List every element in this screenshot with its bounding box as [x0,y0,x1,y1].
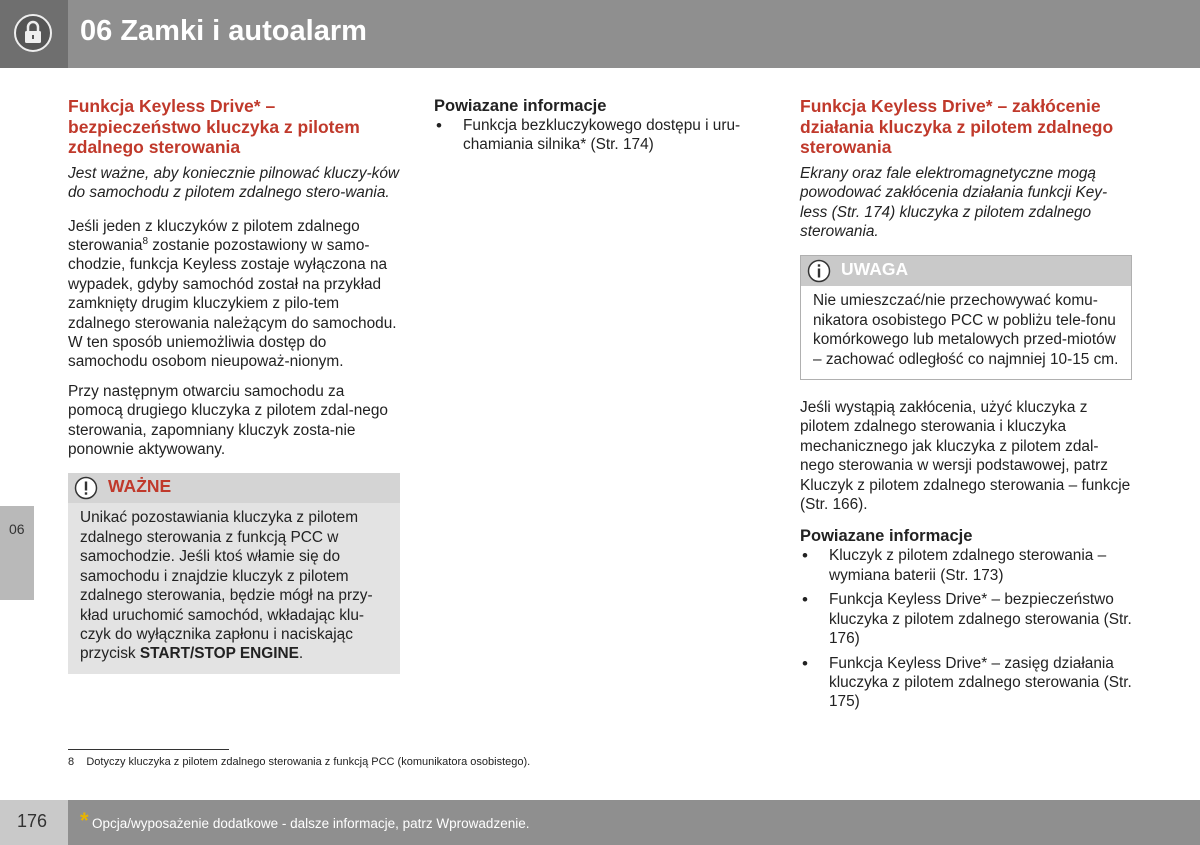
related-info-list [800,546,1132,711]
chapter-title: 06 Zamki i autoalarm [80,15,367,47]
column-left [68,96,400,674]
paragraph: Jeśli wystąpią zakłócenia, użyć kluczyka z pilotem zdalnego sterowania i kluczyka mechanicznego jak kluczyka z pilotem zdal-nego sterowania w wersji podstawowej, patrz Kluczyk z pilotem zdalnego sterowania – funkcje (Str. 166). [800,399,1131,514]
lock-icon [13,13,53,53]
warning-box-header [68,473,400,503]
section-intro: Jest ważne, aby koniecznie pilnować kluczy-ków do samochodu z pilotem zdalnego stero-wania. [68,164,400,202]
warning-text: Unikać pozostawiania kluczyka z pilotem zdalnego sterowania z funkcją PCC w samochodzie. Jeśli ktoś włamie się do samochodu i znajdzie kluczyk z pilotem zdalnego sterowania, będzie mógł na przy-kład uruchomić samochód, wkładając klu-czyk do wyłącznika zapłonu i naciskając przycisk START/STOP ENGINE. [80,509,373,663]
page-number: 176 [17,811,48,831]
info-icon [807,259,831,283]
option-star-icon: * [80,808,89,833]
footer-note: Opcja/wyposażenie dodatkowe - dalsze informacje, patrz Wprowadzenie. [92,816,530,831]
chapter-side-tab-label: 06 [9,521,25,537]
related-link[interactable]: • Kluczyk z pilotem zdalnego sterowania – wymiana baterii (Str. 173) [800,546,1132,585]
related-link[interactable]: • Funkcja Keyless Drive* – zasięg działania kluczyka z pilotem zdalnego sterowania (Str. 175) [800,654,1132,712]
footnote: 8 Dotyczy kluczyka z pilotem zdalnego sterowania z funkcją PCC (komunikatora osobistego). [68,756,531,768]
note-text: Nie umieszczać/nie przechowywać komu-nikatora osobistego PCC w pobliżu tele-fonu komórkowego lub metalowych przed-miotów – zachować odległość co najmniej 10-15 cm. [813,292,1119,368]
note-box-header [801,256,1131,286]
section-heading-interference: Funkcja Keyless Drive* – zakłócenie działania kluczyka z pilotem zdalnego sterowania [800,96,1114,158]
related-link[interactable]: • Funkcja bezkluczykowego dostępu i uru-chamiania silnika* (Str. 174) [434,116,766,155]
paragraph: Przy następnym otwarciu samochodu za pomocą drugiego kluczyka z pilotem zdal-nego sterowania, zapomniany kluczyk zosta-nie ponownie aktywowany. [68,382,388,459]
section-heading-security: Funkcja Keyless Drive* – bezpieczeństwo kluczyka z pilotem zdalnego sterowania [68,96,360,158]
related-info-heading: Powiazane informacje [800,527,973,546]
footnote-divider [68,749,229,750]
paragraph: Jeśli jeden z kluczyków z pilotem zdalnego sterowania$^8$ zostanie pozostawiony w samo-chodzie, funkcja Keyless zostaje wyłączona na wypadek, gdyby samochód został na przykład zamknięty drugim kluczykiem z pilo-tem zdalnego sterowania należącym do samochodu. W ten sposób uniemożliwia dostęp do samochodu osobom nieupoważ-nionym. [68,217,397,371]
related-info-heading: Powiazane informacje [434,97,607,115]
exclamation-icon [74,476,98,500]
column-right [800,96,1132,717]
warning-box [68,473,400,673]
header-icon-block [0,0,68,68]
footnote-ref[interactable]: 8 [142,235,148,247]
note-box [800,255,1132,380]
related-info-list [434,116,766,155]
column-middle [434,96,766,160]
section-intro: Ekrany oraz fale elektromagnetyczne mogą powodować zakłócenia działania funkcji Key-less (Str. 174) kluczyka z pilotem zdalnego sterowania. [800,164,1108,240]
warning-title: WAŻNE [108,476,172,497]
related-link[interactable]: • Funkcja Keyless Drive* – bezpieczeństwo kluczyka z pilotem zdalnego sterowania (Str. 176) [800,590,1132,648]
note-title: UWAGA [841,259,909,280]
